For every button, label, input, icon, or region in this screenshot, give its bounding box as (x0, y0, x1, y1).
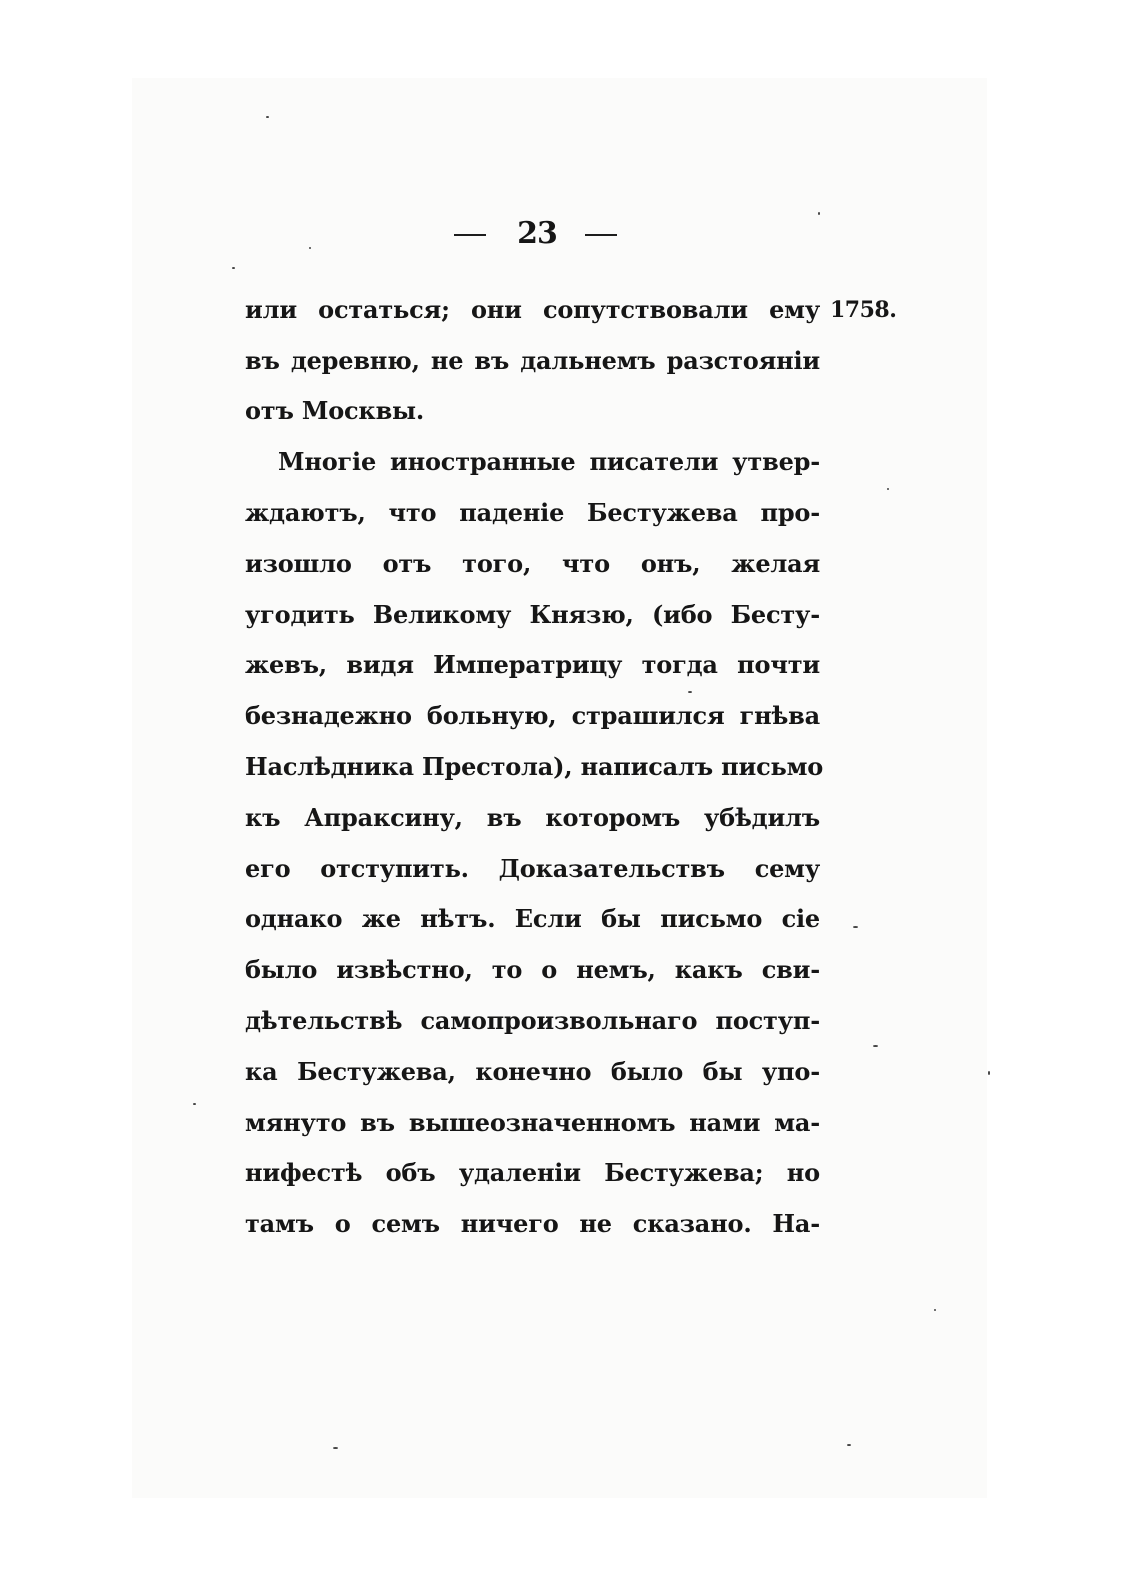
right-dash (585, 234, 617, 236)
text-line: тамъ о семъ ничего не сказано. На- (245, 1209, 820, 1238)
text-line: было извѣстно, то о немъ, какъ сви- (245, 955, 820, 984)
text-line: однако же нѣтъ. Если бы письмо сіе (245, 904, 820, 933)
page-number: 23 (517, 216, 557, 251)
text-line: ждаютъ, что паденіе Бестужева про- (245, 498, 820, 527)
scan-speck (934, 1309, 936, 1311)
text-line: въ деревню, не въ дальнемъ разстояніи (245, 346, 820, 375)
text-line: его отступить. Доказательствъ сему (245, 854, 820, 883)
text-line: или остаться; они сопутствовали ему (245, 295, 820, 324)
text-line: угодить Великому Князю, (ибо Бесту- (245, 600, 820, 629)
text-line: нифестѣ объ удаленіи Бестужева; но (245, 1158, 820, 1187)
text-line: къ Апраксину, въ которомъ убѣдилъ (245, 803, 820, 832)
scan-speck (333, 1447, 338, 1449)
scan-speck (988, 1071, 990, 1075)
scan-speck (309, 247, 311, 249)
text-line: отъ Москвы. (245, 396, 425, 425)
scan-speck (232, 267, 235, 269)
text-line: жевъ, видя Императрицу тогда почти (245, 650, 820, 679)
text-line: мянуто въ вышеозначенномъ нами ма- (245, 1108, 820, 1137)
scan-speck (266, 116, 269, 118)
scan-speck (847, 1444, 851, 1446)
left-dash (454, 234, 486, 236)
text-line: Многіе иностранные писатели утвер- (278, 447, 820, 476)
text-line: ка Бестужева, конечно было бы упо- (245, 1057, 820, 1086)
scan-speck (688, 691, 692, 693)
text-line: дѣтельствѣ самопроизвольнаго поступ- (245, 1006, 820, 1035)
scan-speck (818, 212, 820, 215)
scan-speck (853, 926, 858, 928)
text-line: безнадежно больную, страшился гнѣва (245, 701, 820, 730)
margin-year-note: 1758. (830, 297, 897, 323)
text-line: Наслѣдника Престола), написалъ письмо (245, 752, 824, 781)
page-header (0, 214, 1140, 254)
scan-speck (887, 488, 889, 490)
scan-speck (193, 1103, 196, 1105)
text-line: изошло отъ того, что онъ, желая (245, 549, 820, 578)
scan-speck (873, 1045, 878, 1047)
